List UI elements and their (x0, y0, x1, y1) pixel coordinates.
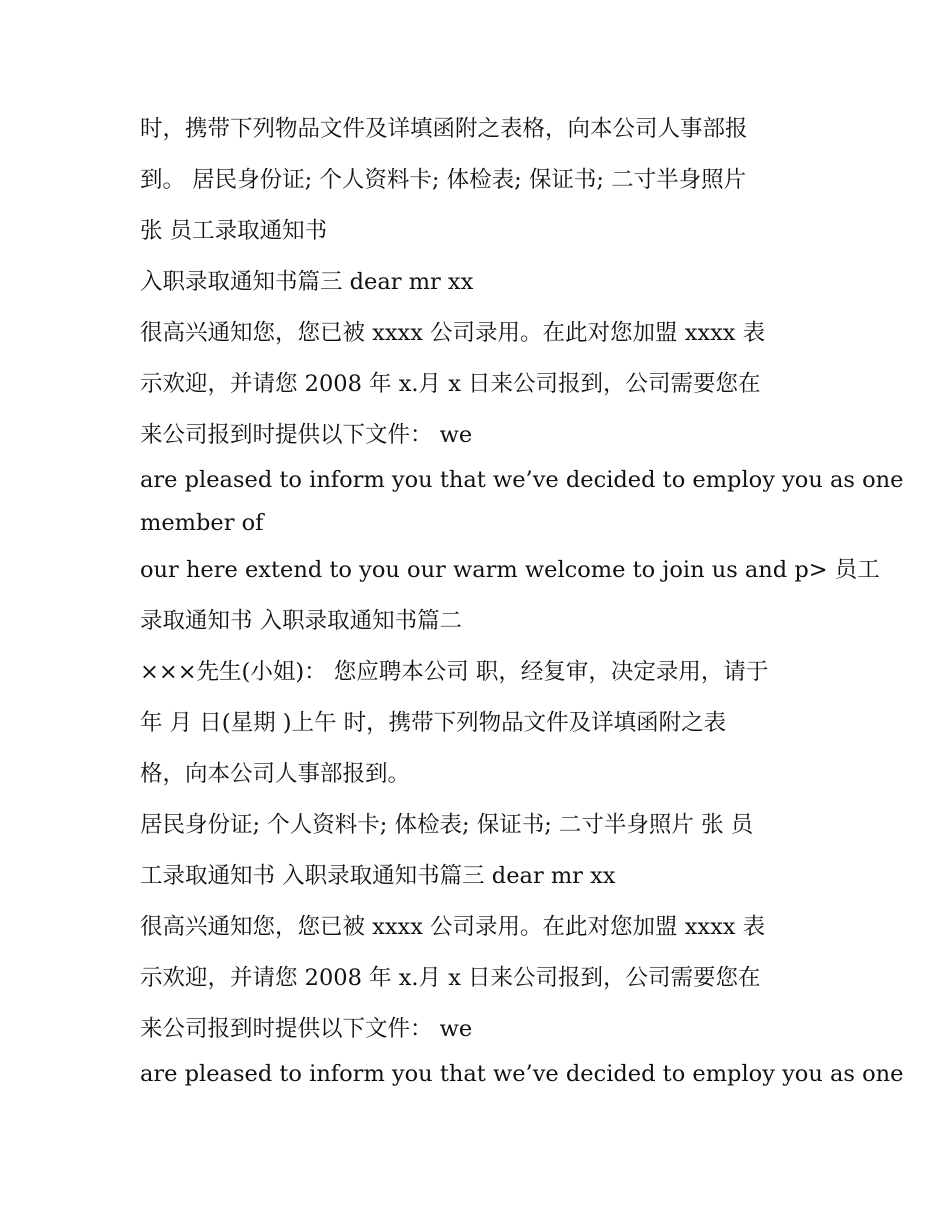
text-line: ×××先生(小姐)： 您应聘本公司 职，经复审，决定录用，请于 (140, 659, 769, 685)
text-line: 很高兴通知您，您已被 xxxx 公司录用。在此对您加盟 xxxx 表 (140, 914, 766, 940)
text-line: 居民身份证; 个人资料卡; 体检表; 保证书; 二寸半身照片 张 员 (140, 812, 754, 838)
paragraph (140, 104, 820, 257)
paragraph (140, 257, 820, 308)
text-line: 时，携带下列物品文件及详填函附之表格，向本公司人事部报 (140, 116, 748, 142)
text-line: 示欢迎，并请您 2008 年 x.月 x 日来公司报到，公司需要您在 (140, 371, 761, 397)
paragraph (140, 647, 820, 800)
text-line: 很高兴通知您，您已被 xxxx 公司录用。在此对您加盟 xxxx 表 (140, 320, 766, 346)
text-line: 录取通知书 入职录取通知书篇二 (140, 608, 463, 634)
paragraph (140, 459, 904, 545)
text-line: member of (140, 510, 264, 536)
text-line: 工录取通知书 入职录取通知书篇三 dear mr xx (140, 863, 616, 889)
text-line: 年 月 日(星期 )上午 时，携带下列物品文件及详填函附之表 (140, 710, 727, 736)
text-line: 入职录取通知书篇三 dear mr xx (140, 269, 474, 295)
text-line: 来公司报到时提供以下文件： we (140, 1016, 473, 1042)
text-line: 来公司报到时提供以下文件： we (140, 422, 473, 448)
text-line: are pleased to inform you that we’ve decided to employ you as one (140, 1061, 904, 1087)
text-line: 格，向本公司人事部报到。 (140, 761, 411, 787)
paragraph (140, 902, 820, 1055)
text-line: are pleased to inform you that we’ve decided to employ you as one (140, 467, 904, 493)
paragraph (140, 308, 820, 461)
text-line: 张 员工录取通知书 (140, 218, 328, 244)
paragraph (140, 545, 880, 647)
text-line: our here extend to you our warm welcome to join us and p> 员工 (140, 557, 880, 583)
text-line: 示欢迎，并请您 2008 年 x.月 x 日来公司报到，公司需要您在 (140, 965, 761, 991)
paragraph (140, 800, 820, 902)
document-body (140, 104, 904, 1096)
paragraph (140, 1053, 904, 1096)
text-line: 到。 居民身份证; 个人资料卡; 体检表; 保证书; 二寸半身照片 (140, 167, 747, 193)
